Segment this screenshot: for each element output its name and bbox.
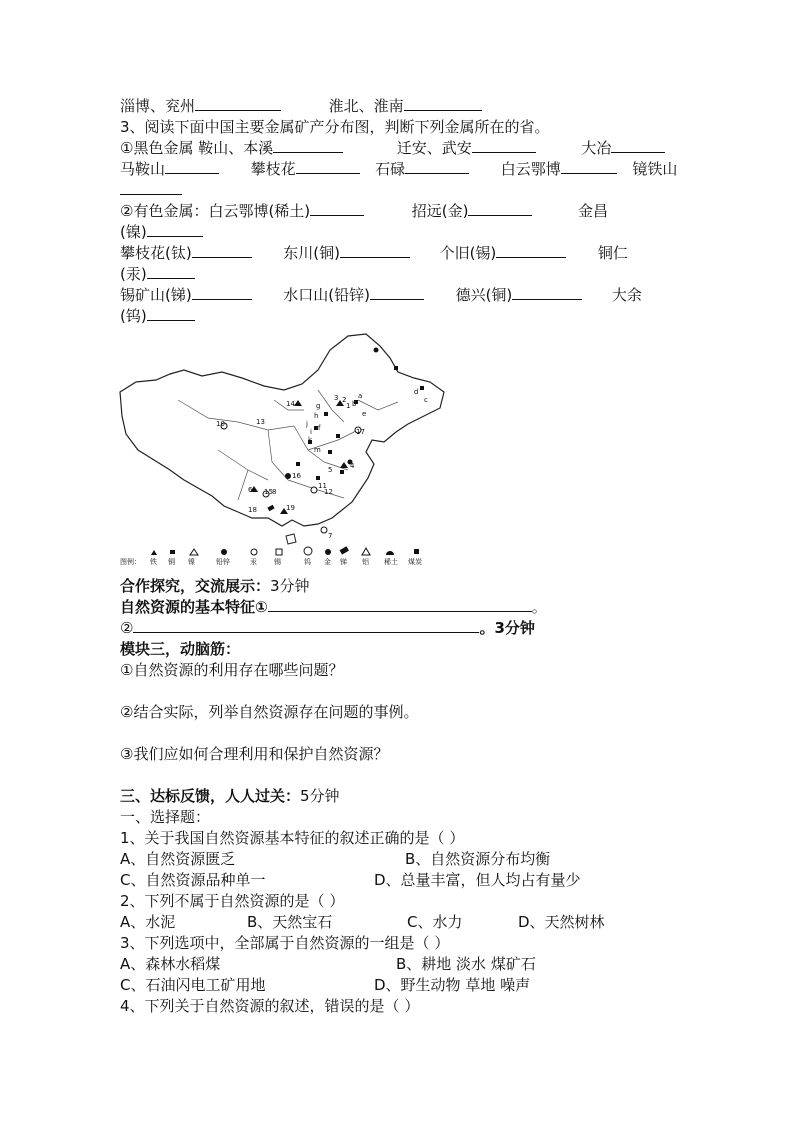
fill-line-coal [120,96,482,116]
question-3-title: 3、阅读下面中国主要金属矿产分布图，判断下列金属所在的省。 [120,118,550,136]
answer-blank[interactable] [405,159,469,174]
daye-label: 大冶 [581,139,612,157]
map-number-label: 5 [328,466,333,474]
map-letter-label: i [310,428,312,436]
huaibei-label: 淮北、淮南 [328,97,404,115]
tongren-label: 铜仁 [597,244,628,262]
map-legend [120,546,422,566]
legend-symbol-tin [276,549,282,555]
map-number-label: 8 [272,488,277,496]
china-map-svg [118,330,458,570]
map-number-label: 13 [256,418,265,426]
section3-heading-line [120,786,340,806]
shilu-label: 石碌 [375,160,406,178]
mcq-2-options [120,912,605,932]
feature-time: 。3分钟 [479,619,535,637]
mine-marker [321,527,327,533]
legend-symbol-coal [414,549,419,554]
mcq-3-options-ab [120,954,536,974]
coop-time: 3分钟 [270,577,310,595]
answer-blank[interactable] [310,201,364,216]
legend-item: 铝 [362,558,369,566]
answer-blank[interactable] [340,243,410,258]
map-number-label: 11 [318,482,327,490]
map-letter-label: k [308,436,313,444]
answer-blank[interactable] [147,264,195,279]
answer-blank[interactable] [512,285,582,300]
nonferrous-line-5 [120,285,642,305]
feature-line-2 [120,618,535,638]
legend-symbol-tungsten [304,547,312,555]
mine-marker [374,348,379,353]
answer-blank[interactable] [192,243,252,258]
mine-marker [328,450,332,454]
map-number-label: 12 [324,488,333,496]
maanshan-label: 马鞍山 [120,160,166,178]
option-c[interactable]: C、自然资源品种单一 [120,871,266,889]
section3-sub: 一、选择题： [120,808,211,826]
period: 。 [531,598,547,616]
section3-heading: 三、达标反馈，人人过关： [120,787,301,805]
ferrous-line-1 [120,138,665,158]
legend-symbol-mercury [251,549,257,555]
map-letter-label: m [314,446,321,454]
module3-question-1: ①自然资源的利用存在哪些问题？ [120,661,344,679]
legend-symbol-rare-earth [386,551,394,555]
option-a[interactable]: A、森林水稻煤 [120,955,221,973]
map-number-label: 19 [286,504,295,512]
map-letter-label: j [306,420,308,428]
answer-blank[interactable] [468,201,532,216]
map-number-label: 10 [216,420,225,428]
coop-heading: 合作探究，交流展示： [120,577,271,595]
jingtieshan-label: 镜铁山 [632,160,678,178]
section3-time: 5分钟 [300,787,340,805]
mine-marker [336,434,340,438]
mine-marker [420,386,424,390]
answer-blank[interactable] [147,222,203,237]
map-number-label: 14 [286,400,295,408]
answer-blank[interactable] [370,285,424,300]
answer-blank[interactable] [611,138,665,153]
dexing-label: 德兴(铜) [455,286,513,304]
option-c[interactable]: C、水力 [407,913,463,931]
answer-blank[interactable] [273,138,343,153]
hainan-island [286,534,296,544]
module3-heading: 模块三，动脑筋： [120,640,241,658]
legend-item: 稀土 [384,558,398,566]
map-number-label: 18 [248,506,257,514]
legend-symbol-aluminium [362,548,370,555]
mcq-1: 1、关于我国自然资源基本特征的叙述正确的是（ ） [120,829,465,847]
baiyun-rare-earth-label: ②有色金属：白云鄂博(稀土) [120,202,311,220]
tungsten-label: (钨) [120,307,147,325]
legend-item: 锑 [340,558,347,566]
map-letter-label: g [316,402,321,410]
china-mineral-map [118,330,458,570]
option-c[interactable]: C、石油闪电工矿用地 [120,976,266,994]
shuikoushan-label: 水口山(铅锌) [283,286,370,304]
coop-heading-line [120,576,310,596]
mine-marker [316,476,320,480]
legend-item: 镍 [188,558,195,566]
option-a[interactable]: A、水泥 [120,913,176,931]
legend-prefix: 图例： [120,558,141,566]
answer-blank[interactable] [147,306,195,321]
answer-blank[interactable] [120,180,182,195]
option-b[interactable]: B、自然资源分布均衡 [405,850,551,868]
module3-question-3: ③我们应如何合理利用和保护自然资源？ [120,745,389,763]
qianan-label: 迁安、武安 [396,139,472,157]
mcq-2: 2、下列不属于自然资源的是（ ） [120,892,345,910]
legend-item: 煤炭 [408,558,422,566]
map-letter-label: h [314,412,319,420]
xikuangshan-label: 锡矿山(锑) [120,286,192,304]
nonferrous-line-6 [120,306,195,326]
legend-symbol-copper [170,550,175,554]
mine-marker [267,505,274,511]
feature-2-label: ② [120,619,134,637]
map-number-label: 16 [292,472,301,480]
nickel-label: (镍) [120,223,147,241]
map-letter-label: e [362,410,367,418]
china-outline [120,334,444,526]
legend-item: 金 [324,558,331,566]
answer-blank[interactable] [496,243,566,258]
mcq-1-options-cd [120,870,581,890]
nonferrous-line-2 [120,222,203,242]
gejiu-label: 个旧(锡) [439,244,497,262]
ferrous-line-2 [120,159,677,179]
panzhihua-label: 攀枝花 [250,160,296,178]
legend-symbol-nickel [190,549,198,555]
answer-blank[interactable] [133,618,479,633]
map-number-label: 7 [328,532,333,540]
nonferrous-line-1 [120,201,608,221]
map-letter-label: d [414,388,419,396]
answer-blank[interactable] [192,285,252,300]
legend-item: 铅锌 [216,558,230,566]
option-d[interactable]: D、总量丰富，但人均占有量少 [374,871,581,889]
jinchang-label: 金昌 [578,202,609,220]
answer-blank[interactable] [195,96,281,111]
answer-blank[interactable] [561,159,617,174]
mine-marker [294,400,302,406]
zibo-label: 淄博、兖州 [120,97,196,115]
option-b[interactable]: B、耕地 淡水 煤矿石 [396,955,536,973]
answer-blank[interactable] [268,597,532,612]
answer-blank[interactable] [472,138,536,153]
nonferrous-line-4 [120,264,195,284]
map-number-label: 6 [248,486,253,494]
anshan-label: ①黑色金属 鞍山、本溪 [120,139,274,157]
zhaoyuan-label: 招远(金) [411,202,469,220]
legend-symbol-iron [151,550,157,555]
map-number-label: 1 [346,402,351,410]
mine-marker [324,412,328,416]
map-number-label: 17 [356,428,365,436]
mine-marker [311,487,317,493]
mine-marker [296,462,300,466]
feature-line-1 [120,597,547,617]
mine-marker [394,366,398,370]
mine-marker [340,470,344,474]
map-number-label: 4 [350,462,355,470]
mine-marker [285,473,291,479]
legend-item: 铁 [150,558,157,566]
legend-item: 钨 [304,558,311,566]
mcq-3-options-cd [120,975,531,995]
answer-blank[interactable] [404,96,482,111]
feature-label: 自然资源的基本特征① [120,598,268,616]
legend-item: 锡 [274,558,281,566]
legend-symbol-antimony [340,546,349,554]
dayu-label: 大余 [611,286,642,304]
map-letter-label: b [352,400,357,408]
legend-item: 铜 [168,558,175,566]
map-letter-label: f [318,424,321,432]
map-number-label: 2 [342,396,347,404]
option-a[interactable]: A、自然资源匮乏 [120,850,236,868]
legend-item: 汞 [250,558,257,566]
mcq-4: 4、下列关于自然资源的叙述，错误的是（ ） [120,997,420,1015]
option-b[interactable]: B、天然宝石 [247,913,333,931]
map-letter-label: c [424,396,428,404]
dongchuan-label: 东川(铜) [283,244,340,262]
mcq-3: 3、下列选项中，全部属于自然资源的一组是（ ） [120,934,450,952]
mercury-label: (汞) [120,265,147,283]
panzhihua-ti-label: 攀枝花(钛) [120,244,192,262]
map-number-label: 15 [264,488,273,496]
option-d[interactable]: D、野生动物 草地 噪声 [374,976,531,994]
legend-symbol-lead-zinc [221,549,227,555]
nonferrous-line-3 [120,243,628,263]
answer-blank[interactable] [165,159,219,174]
mcq-1-options-ab [120,849,551,869]
ferrous-line-3 [120,180,182,200]
map-number-label: 3 [334,394,339,402]
map-letter-label: a [358,392,363,400]
answer-blank[interactable] [296,159,360,174]
module3-question-2: ②结合实际，列举自然资源存在问题的事例。 [120,703,419,721]
legend-symbol-gold [325,549,331,555]
option-d[interactable]: D、天然树林 [518,913,605,931]
baiyun-label: 白云鄂博 [500,160,561,178]
mine-marker [340,462,348,468]
